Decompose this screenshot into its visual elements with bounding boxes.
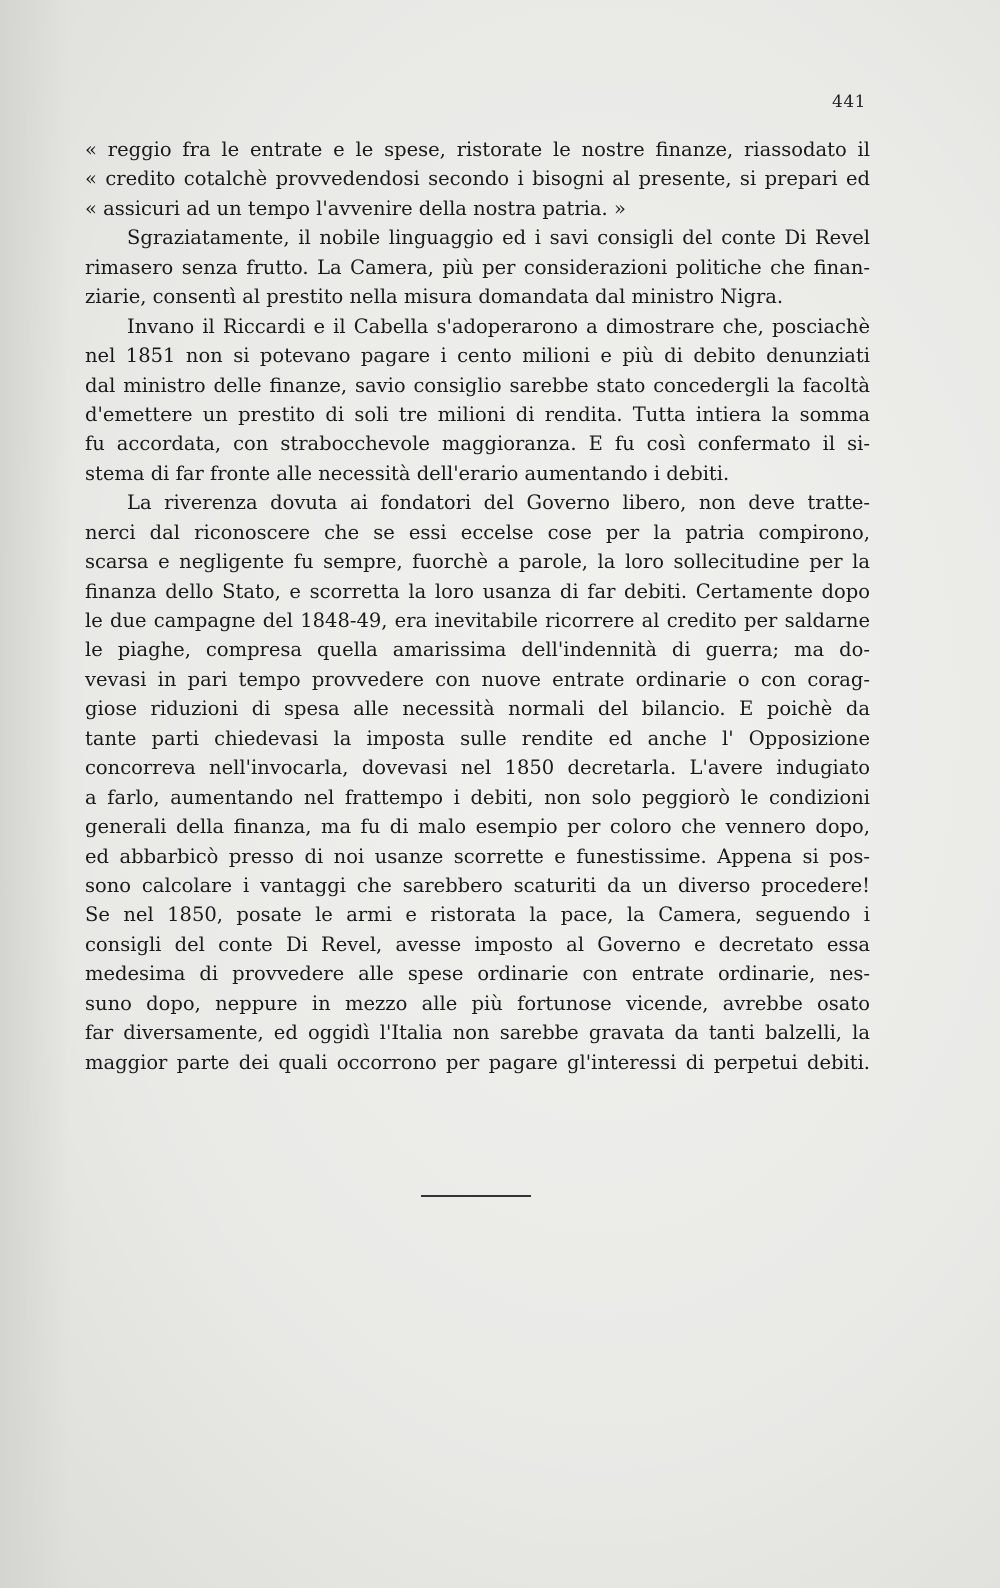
text-line: giose riduzioni di spesa alle necessità normali del bilancio. E poichè da	[85, 697, 870, 721]
text-line: La riverenza dovuta ai fondatori del Governo libero, non deve tratte-	[127, 491, 870, 515]
text-line: suno dopo, neppure in mezzo alle più fortunose vicende, avrebbe osato	[85, 991, 870, 1015]
text-line: « reggio fra le entrate e le spese, ristorate le nostre finanze, riassodato il	[85, 138, 870, 161]
text-line: tante parti chiedevasi la imposta sulle rendite ed anche l' Opposizione	[85, 726, 870, 750]
text-line: consigli del conte Di Revel, avesse imposto al Governo e decretato essa	[85, 932, 870, 956]
text-line: Invano il Riccardi e il Cabella s'adoperarono a dimostrare che, posciachè	[127, 314, 870, 338]
text-line: « assicuri ad un tempo l'avvenire della nostra patria. »	[85, 196, 626, 220]
text-line: le due campagne del 1848-49, era inevitabile ricorrere al credito per saldarne	[85, 609, 870, 632]
section-rule	[421, 1195, 531, 1197]
text-line: far diversamente, ed oggidì l'Italia non sarebbe gravata da tanti balzelli, la	[85, 1021, 870, 1045]
text-line: sono calcolare i vantaggi che sarebbero scaturiti da un diverso procedere!	[85, 873, 870, 897]
text-line: le piaghe, compresa quella amarissima dell'indennità di guerra; ma do-	[85, 638, 870, 662]
text-line: d'emettere un prestito di soli tre milioni di rendita. Tutta intiera la somma	[85, 402, 870, 426]
body-text	[85, 135, 870, 1077]
text-line: rimasero senza frutto. La Camera, più per considerazioni politiche che finan-	[85, 255, 870, 279]
text-line: dal ministro delle finanze, savio consiglio sarebbe stato concedergli la facoltà	[85, 373, 870, 397]
text-line: generali della finanza, ma fu di malo esempio per coloro che vennero dopo,	[85, 815, 870, 839]
text-line: nel 1851 non si potevano pagare i cento milioni e più di debito denunziati	[85, 344, 870, 368]
text-line: Se nel 1850, posate le armi e ristorata la pace, la Camera, seguendo i	[85, 903, 870, 927]
text-line: ziarie, consentì al prestito nella misura domandata dal ministro Nigra.	[85, 285, 784, 309]
text-line: fu accordata, con strabocchevole maggioranza. E fu così confermato il si-	[85, 432, 870, 456]
text-line: a farlo, aumentando nel frattempo i debiti, non solo peggiorò le condizioni	[85, 785, 870, 809]
gutter-shadow	[0, 0, 70, 1588]
text-line: finanza dello Stato, e scorretta la loro usanza di far debiti. Certamente dopo	[85, 579, 870, 603]
text-line: ed abbarbicò presso di noi usanze scorrette e funestissime. Appena si pos-	[85, 844, 870, 868]
text-line: stema di far fronte alle necessità dell'erario aumentando i debiti.	[85, 461, 730, 485]
text-line: « credito cotalchè provvedendosi secondo i bisogni al presente, si prepari ed	[85, 167, 870, 191]
text-line: Sgraziatamente, il nobile linguaggio ed i savi consigli del conte Di Revel	[127, 226, 870, 250]
text-line: maggior parte dei quali occorrono per pagare gl'interessi di perpetui debiti.	[85, 1050, 870, 1074]
text-line: nerci dal riconoscere che se essi eccelse cose per la patria compirono,	[85, 520, 870, 544]
text-line: concorreva nell'invocarla, dovevasi nel 1850 decretarla. L'avere indugiato	[85, 756, 870, 780]
text-line: vevasi in pari tempo provvedere con nuove entrate ordinarie o con corag-	[85, 667, 870, 691]
text-line: scarsa e negligente fu sempre, fuorchè a parole, la loro sollecitudine per la	[85, 550, 870, 574]
page-number: 441	[832, 92, 866, 112]
text-line: medesima di provvedere alle spese ordinarie con entrate ordinarie, nes-	[85, 962, 870, 986]
